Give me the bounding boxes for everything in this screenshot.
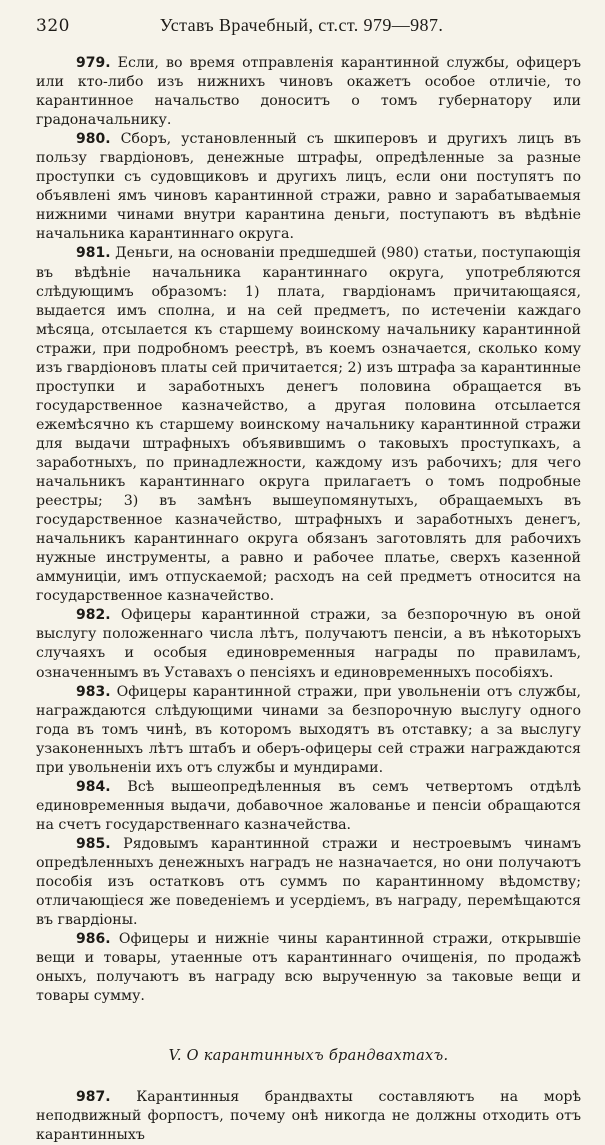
article-987	[36, 1088, 581, 1145]
article-text: Карантинныя брандвахты составляютъ на морѣ неподвижный форпостъ, почему онѣ никогда не должны отходить отъ карантинныхъ	[36, 1089, 581, 1144]
article-983	[36, 683, 581, 778]
running-title: Уставъ Врачебный, ст.ст. 979—987.	[159, 15, 444, 35]
page-number: 320	[36, 16, 70, 36]
article-number: 983.	[76, 683, 111, 700]
article-text: Всѣ вышеопредѣленныя въ семъ четвертомъ отдѣлѣ единовременныя выдачи, добавочное жалованье и пенсіи обращаются на счетъ государственнаго казначейства.	[36, 778, 581, 833]
article-text: Офицеры и нижніе чины карантинной стражи, открывшіе вещи и товары, утаенные отъ карантиннаго очищенія, по продажѣ оныхъ, получаютъ въ награду всю вырученную за таковые вещи и товары сумму.	[36, 931, 582, 1005]
article-text: Деньги, на основаніи предшедшей (980) статьи, поступающія въ вѣдѣніе начальника карантиннаго округа, употребляются слѣдующимъ образомъ: 1) плата, гвардіонамъ причитающаяся, выдается имъ сполна, и на сей предметъ, по истеченіи каждаго мѣсяца, отсылается къ старшему воинскому начальнику карантинной стражи, при подробномъ реестрѣ, въ коемъ означается, сколько кому изъ гвардіоновъ платы сей причитается; 2) изъ штрафа за карантинные проступки и заработныхъ денегъ половина обращается въ государственное казначейство, а другая половина отсылается ежемѣсячно къ старшему воинскому начальнику карантинной стражи для выдачи штрафныхъ объявившимъ о таковыхъ проступкахъ, а заработныхъ, по принадлежности, каждому изъ рабочихъ; для чего начальникъ карантиннаго округа прилагаетъ о томъ подробные реестры; 3) въ замѣнъ вышеупомянутыхъ, обращаемыхъ въ государственное казначейство, штрафныхъ и заработныхъ денегъ, начальникъ карантиннаго округа обязанъ заготовлять для рабочихъ нужные инструменты, а равно и рабочее платье, сверхъ казенной аммуниціи, имъ отпускаемой; расходъ на сей предметъ относится на государственное казначейство.	[36, 245, 581, 605]
section-heading: V. О карантинныхъ брандвахтахъ.	[168, 1048, 449, 1065]
article-981	[36, 244, 581, 606]
article-982	[36, 606, 581, 682]
article-text: Офицеры карантинной стражи, при увольненіи отъ службы, награждаются слѣдующими чинами за безпорочную выслугу одного года въ томъ чинѣ, въ которомъ выходятъ въ отставку; а за выслугу узаконенныхъ лѣтъ штабъ и оберъ-офицеры сей стражи награждаются при увольненіи ихъ отъ службы и мундирами.	[36, 683, 582, 776]
article-984	[36, 778, 581, 835]
article-980	[36, 130, 581, 244]
article-text: Сборъ, установленный съ шкиперовъ и другихъ лицъ въ пользу гвардіоновъ, денежные штрафы, опредѣленные за разные проступки съ судовщиковъ и другихъ лицъ, если они поступятъ по объявлені ямъ чиновъ карантинной стражи, равно и зарабатываемыя нижними чинами внутри карантина деньги, поступаютъ въ вѣдѣніе начальника карантиннаго округа.	[36, 131, 581, 243]
running-head	[36, 14, 581, 40]
article-text: Если, во время отправленія карантинной службы, офицеръ или кто-либо изъ нижнихъ чиновъ окажетъ особое отличіе, то карантинное начальство доноситъ о томъ губернатору или градоначальнику.	[36, 55, 582, 129]
article-number: 981.	[76, 245, 111, 262]
article-number: 982.	[76, 607, 111, 624]
article-number: 979.	[76, 55, 111, 71]
article-number: 986.	[76, 931, 111, 948]
article-number: 985.	[76, 835, 111, 852]
article-number: 980.	[76, 131, 111, 148]
article-text: Офицеры карантинной стражи, за безпорочную въ оной выслугу положеннаго числа лѣтъ, получаютъ пенсіи, а въ нѣкоторыхъ случаяхъ и особыя единовременныя награды по правиламъ, означеннымъ въ Уставахъ о пенсіяхъ и единовременныхъ пособіяхъ.	[36, 607, 581, 681]
article-number: 987.	[76, 1089, 111, 1106]
article-number: 984.	[76, 778, 111, 795]
article-985	[36, 835, 581, 930]
article-986	[36, 930, 581, 1006]
article-979	[36, 54, 581, 130]
article-text: Рядовымъ карантинной стражи и нестроевымъ чинамъ опредѣленныхъ денежныхъ наградъ не назначается, но они получаютъ пособія изъ остатковъ отъ суммъ по карантинному вѣдомству; отличающіеся же поведеніемъ и усердіемъ, въ награду, перемѣщаются въ гвардіоны.	[36, 835, 581, 929]
